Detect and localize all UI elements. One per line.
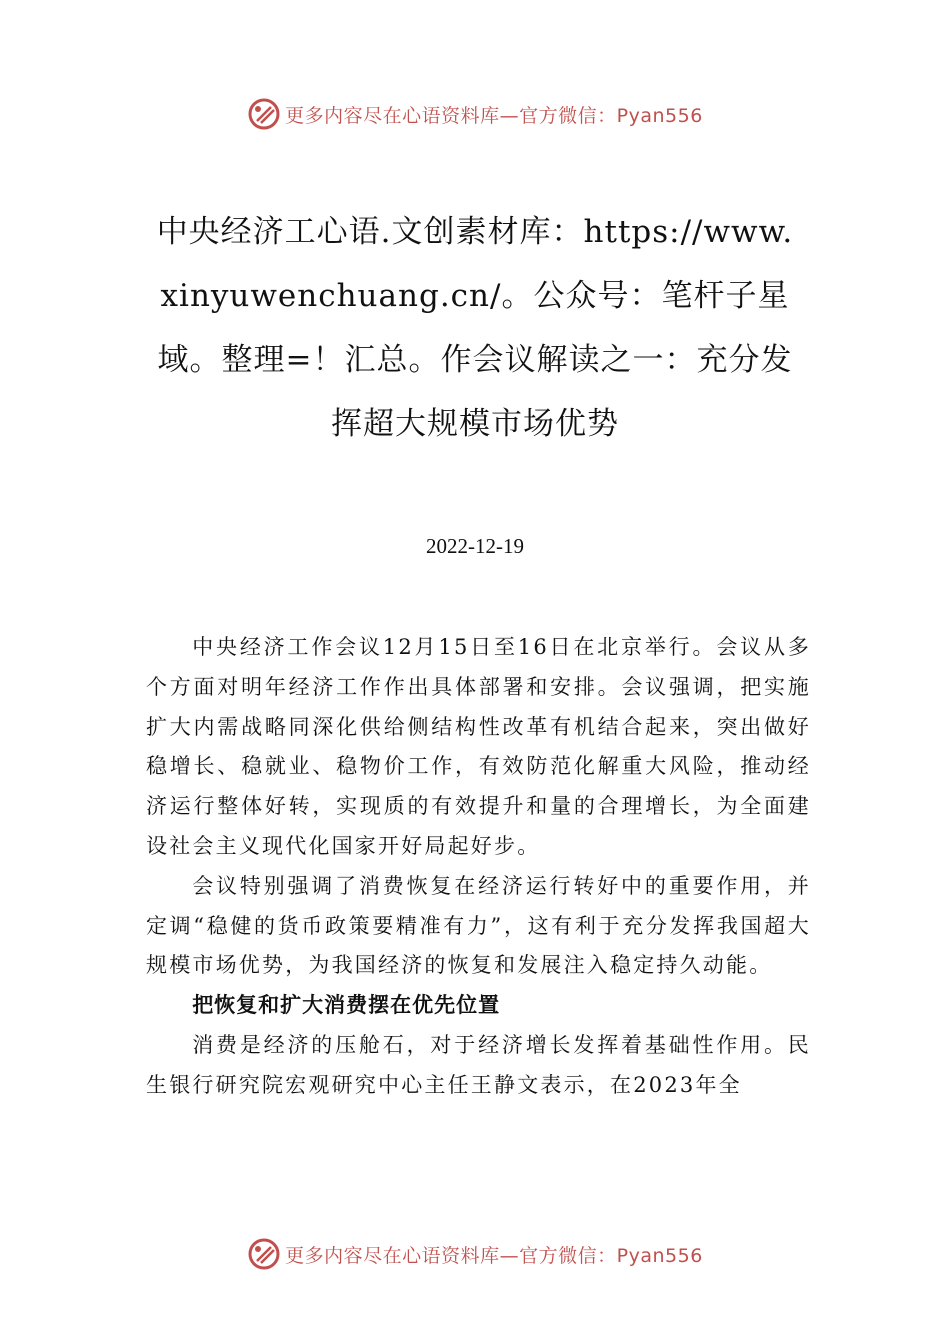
footer-watermark [0, 1236, 950, 1272]
watermark-text: 更多内容尽在心语资料库—官方微信：Pyan556 [285, 1244, 703, 1267]
section-heading: 把恢复和扩大消费摆在优先位置 [192, 993, 501, 1018]
logo-icon [247, 1237, 281, 1271]
paragraph: 消费是经济的压舱石，对于经济增长发挥着基础性作用。民生银行研究院宏观研究中心主任王静文表示，在2023年全 [146, 1032, 811, 1097]
paragraph: 中央经济工作会议12月15日至16日在北京举行。会议从多个方面对明年经济工作作出具体部署和安排。会议强调，把实施扩大内需战略同深化供给侧结构性改革有机结合起来，突出做好稳增长、稳就业、稳物价工作，有效防范化解重大风险，推动经济运行整体好转，实现质的有效提升和量的合理增长，为全面建设社会主义现代化国家开好局起好步。 [146, 635, 811, 858]
paragraph: 会议特别强调了消费恢复在经济运行转好中的重要作用，并定调“稳健的货币政策要精准有力”，这有利于充分发挥我国超大规模市场优势，为我国经济的恢复和发展注入稳定持久动能。 [146, 873, 811, 978]
article-body [146, 628, 811, 1106]
logo-icon [247, 97, 281, 131]
header-watermark [0, 96, 950, 132]
watermark-text: 更多内容尽在心语资料库—官方微信：Pyan556 [285, 104, 703, 127]
document-title: 中央经济工心语.文创素材库：https://www.xinyuwenchuang.cn/。公众号：笔杆子星域。整理=！汇总。作会议解读之一：充分发挥超大规模市场优势 [156, 214, 794, 442]
publish-date: 2022-12-19 [426, 534, 524, 558]
